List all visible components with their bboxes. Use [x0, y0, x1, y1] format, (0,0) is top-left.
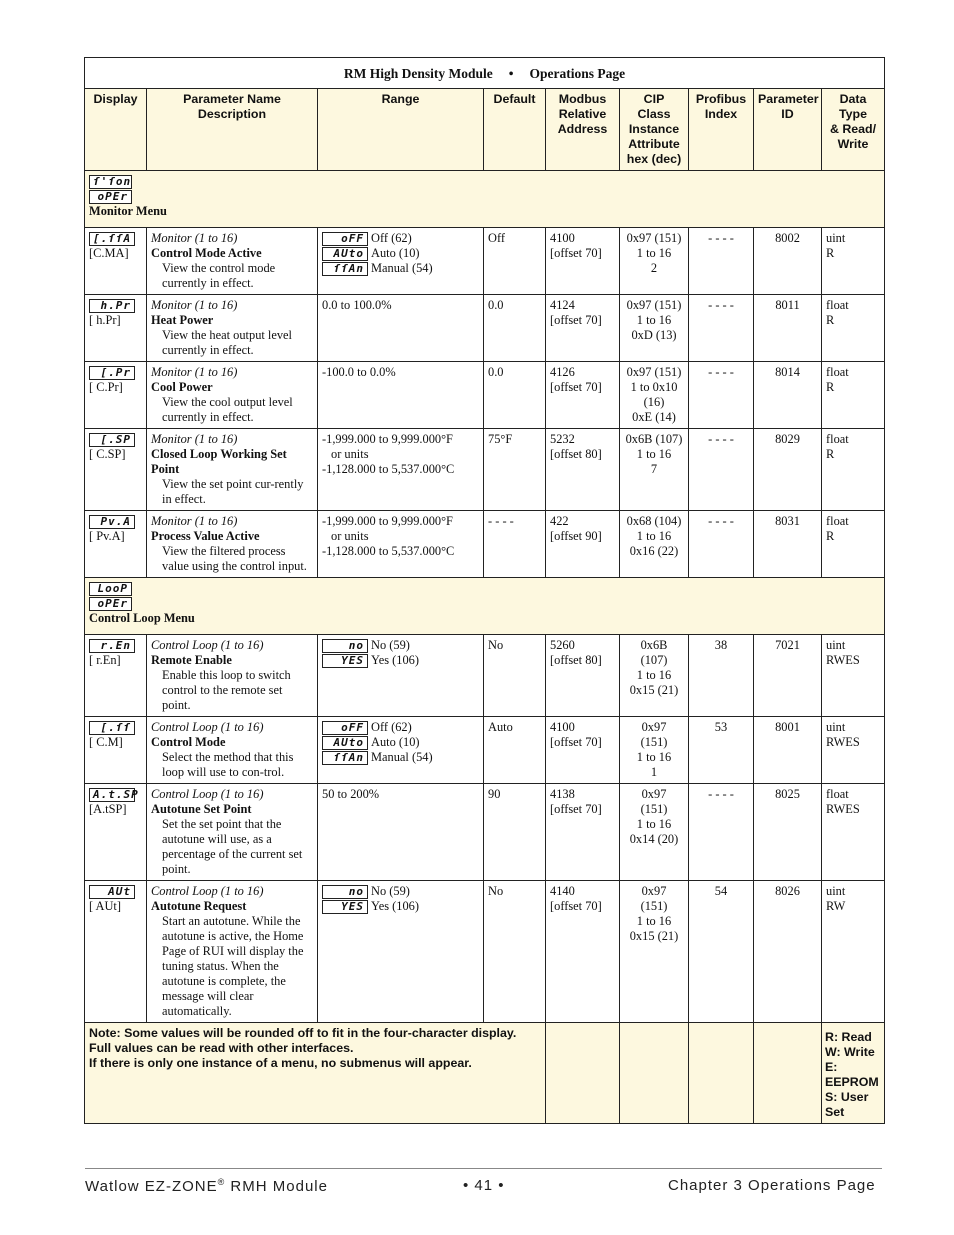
footer-left: Watlow EZ-ZONE® RMH Module	[85, 1177, 328, 1195]
data-type-cell: float R	[822, 362, 885, 429]
lcd-display: r.En	[89, 639, 135, 653]
cip-cell: 0x6B (107) 1 to 16 0x15 (21)	[620, 635, 689, 717]
cip-cell: 0x6B (107) 1 to 16 7	[620, 429, 689, 511]
col-modbus: Modbus Relative Address	[546, 89, 620, 171]
parameter-row	[85, 717, 885, 784]
parameter-description: Set the set point that the autotune will use, as a percentage of the current set point.	[162, 817, 303, 876]
data-type-cell: uint RW	[822, 881, 885, 1023]
col-default: Default	[484, 89, 546, 171]
display-code: [ r.En]	[89, 653, 121, 668]
cip-cell: 0x68 (104) 1 to 16 0x16 (22)	[620, 511, 689, 578]
range-option	[322, 246, 479, 261]
profibus-cell: - - - -	[689, 511, 754, 578]
range-cell	[318, 717, 484, 784]
menu-header-row	[85, 171, 885, 228]
parameter-cell	[147, 881, 318, 1023]
modbus-cell: 422 [offset 90]	[546, 511, 620, 578]
footer-rule	[85, 1168, 882, 1169]
lcd-display: [.ſſA	[89, 232, 135, 246]
menu-header	[85, 578, 885, 635]
parameter-row	[85, 295, 885, 362]
default-cell: Auto	[484, 717, 546, 784]
display-code: [ C.Pr]	[89, 380, 123, 395]
lcd-display: A.t.SP	[89, 788, 135, 802]
display-cell	[85, 429, 147, 511]
lcd-page-name: oPEr	[89, 597, 132, 611]
display-cell	[85, 362, 147, 429]
parameter-id-cell: 8031	[754, 511, 822, 578]
parameter-description: Select the method that this loop will use to con-trol.	[162, 750, 294, 779]
option-label: No (59)	[371, 638, 410, 652]
col-data-type: Data Type & Read/ Write	[822, 89, 885, 171]
parameter-category: Monitor (1 to 16)	[151, 365, 238, 379]
display-cell	[85, 881, 147, 1023]
parameter-category: Control Loop (1 to 16)	[151, 720, 264, 734]
parameter-name: Cool Power	[151, 380, 213, 394]
parameter-id-cell: 8026	[754, 881, 822, 1023]
cip-cell: 0x97 (151) 1 to 16 0x14 (20)	[620, 784, 689, 881]
page-name: Operations Page	[529, 65, 626, 81]
range-line-1: -1,999.000 to 9,999.000°F	[322, 514, 453, 528]
footnote-row	[85, 1023, 885, 1124]
display-code: [ Pv.A]	[89, 529, 125, 544]
lcd-option: AUto	[322, 736, 368, 750]
parameter-category: Control Loop (1 to 16)	[151, 787, 264, 801]
option-label: Yes (106)	[371, 899, 419, 914]
option-label: Off (62)	[371, 231, 412, 245]
range-option	[322, 231, 479, 246]
lcd-display: h.Pr	[89, 299, 135, 313]
lcd-display: [.SP	[89, 433, 135, 447]
lcd-display: [.ſſ	[89, 721, 135, 735]
parameter-category: Monitor (1 to 16)	[151, 432, 238, 446]
modbus-cell: 4140 [offset 70]	[546, 881, 620, 1023]
parameter-cell	[147, 228, 318, 295]
lcd-option: oFF	[322, 721, 368, 735]
parameter-cell	[147, 429, 318, 511]
footnote-text	[85, 1023, 546, 1124]
range-line-2: or units	[331, 447, 369, 461]
footer-page-number: • 41 •	[463, 1177, 505, 1194]
display-cell	[85, 228, 147, 295]
menu-title: Monitor Menu	[89, 204, 167, 219]
parameter-row	[85, 881, 885, 1023]
range-text: 0.0 to 100.0%	[322, 298, 392, 312]
range-cell	[318, 784, 484, 881]
parameter-cell	[147, 295, 318, 362]
parameter-row	[85, 228, 885, 295]
lcd-page-name: oPEr	[89, 190, 132, 204]
lcd-option: ſſAn	[322, 262, 368, 276]
column-header-row	[85, 89, 885, 171]
range-cell	[318, 635, 484, 717]
cip-cell: 0x97 (151) 1 to 16 0x15 (21)	[620, 881, 689, 1023]
parameter-id-cell: 8014	[754, 362, 822, 429]
modbus-cell: 5232 [offset 80]	[546, 429, 620, 511]
profibus-cell: 53	[689, 717, 754, 784]
profibus-cell: - - - -	[689, 295, 754, 362]
title-bullet: •	[508, 65, 514, 81]
default-cell: No	[484, 881, 546, 1023]
parameter-category: Control Loop (1 to 16)	[151, 638, 264, 652]
menu-title: Control Loop Menu	[89, 611, 195, 626]
range-option	[322, 720, 479, 735]
lcd-option: no	[322, 639, 368, 653]
range-cell	[318, 228, 484, 295]
parameter-name: Heat Power	[151, 313, 214, 327]
parameter-cell	[147, 362, 318, 429]
parameter-row	[85, 784, 885, 881]
table-title	[85, 58, 885, 89]
menu-header-row	[85, 578, 885, 635]
lcd-option: ſſAn	[322, 751, 368, 765]
option-label: Auto (10)	[371, 246, 420, 261]
parameter-category: Control Loop (1 to 16)	[151, 884, 264, 898]
parameter-name: Control Mode	[151, 735, 226, 749]
profibus-cell: 54	[689, 881, 754, 1023]
cip-cell: 0x97 (151) 1 to 0x10 (16) 0xE (14)	[620, 362, 689, 429]
default-cell: No	[484, 635, 546, 717]
modbus-cell: 4100 [offset 70]	[546, 717, 620, 784]
display-code: [ AUt]	[89, 899, 122, 914]
lcd-menu-name: LooP	[89, 582, 132, 596]
footnote-line-2: If there is only one instance of a menu, no submenus will appear.	[89, 1056, 472, 1070]
col-range: Range	[318, 89, 484, 171]
default-cell: Off	[484, 228, 546, 295]
parameter-cell	[147, 717, 318, 784]
parameter-description: View the heat output level currently in effect.	[162, 328, 293, 357]
parameter-row	[85, 635, 885, 717]
parameter-category: Monitor (1 to 16)	[151, 298, 238, 312]
parameter-name: Autotune Set Point	[151, 802, 252, 816]
display-code: [ h.Pr]	[89, 313, 121, 328]
range-option	[322, 884, 479, 899]
option-label: Auto (10)	[371, 735, 420, 750]
parameter-cell	[147, 635, 318, 717]
range-line-3: -1,128.000 to 5,537.000°C	[322, 544, 455, 558]
profibus-cell: - - - -	[689, 228, 754, 295]
range-cell	[318, 429, 484, 511]
lcd-display: AUt	[89, 885, 135, 899]
lcd-menu-name: ſ'ſon	[89, 175, 132, 189]
range-option	[322, 735, 479, 750]
lcd-option: YES	[322, 654, 368, 668]
range-line-1: -1,999.000 to 9,999.000°F	[322, 432, 453, 446]
range-line-3: -1,128.000 to 5,537.000°C	[322, 462, 455, 476]
parameter-id-cell: 8002	[754, 228, 822, 295]
parameter-description: View the cool output level currently in effect.	[162, 395, 293, 424]
data-type-cell: uint RWES	[822, 635, 885, 717]
data-type-cell: uint R	[822, 228, 885, 295]
parameter-description: View the filtered process value using the control input.	[162, 544, 307, 573]
data-type-cell: uint RWES	[822, 717, 885, 784]
col-profibus: Profibus Index	[689, 89, 754, 171]
data-type-cell: float R	[822, 295, 885, 362]
parameter-name: Remote Enable	[151, 653, 232, 667]
footnote-line-1: Note: Some values will be rounded off to fit in the four-character display. Full values can be read with other interfaces.	[89, 1026, 517, 1055]
default-cell: 75°F	[484, 429, 546, 511]
cip-cell: 0x97 (151) 1 to 16 0xD (13)	[620, 295, 689, 362]
parameter-description: View the control mode currently in effect.	[162, 261, 276, 290]
profibus-cell: - - - -	[689, 429, 754, 511]
default-cell: 0.0	[484, 295, 546, 362]
data-type-cell: float R	[822, 511, 885, 578]
display-cell	[85, 295, 147, 362]
parameter-id-cell: 8029	[754, 429, 822, 511]
option-label: Yes (106)	[371, 653, 419, 668]
col-parameter: Parameter Name Description	[147, 89, 318, 171]
range-option	[322, 899, 479, 914]
parameter-name: Closed Loop Working Set Point	[151, 447, 287, 476]
default-cell: 0.0	[484, 362, 546, 429]
range-cell	[318, 511, 484, 578]
range-option	[322, 638, 479, 653]
range-option	[322, 261, 479, 276]
cip-cell: 0x97 (151) 1 to 16 2	[620, 228, 689, 295]
profibus-cell: - - - -	[689, 362, 754, 429]
lcd-display: [.Pr	[89, 366, 135, 380]
display-cell	[85, 784, 147, 881]
display-code: [ C.M]	[89, 735, 123, 750]
module-name: RM High Density Module	[343, 65, 493, 81]
lcd-option: oFF	[322, 232, 368, 246]
parameter-name: Process Value Active	[151, 529, 260, 543]
display-cell	[85, 635, 147, 717]
parameter-description: View the set point cur-rently in effect.	[162, 477, 304, 506]
parameter-cell	[147, 511, 318, 578]
parameter-id-cell: 8011	[754, 295, 822, 362]
display-code: [ C.SP]	[89, 447, 126, 462]
menu-header	[85, 171, 885, 228]
parameter-id-cell: 7021	[754, 635, 822, 717]
range-option	[322, 750, 479, 765]
modbus-cell: 4100 [offset 70]	[546, 228, 620, 295]
range-line-2: or units	[331, 529, 369, 543]
default-cell: - - - -	[484, 511, 546, 578]
parameter-cell	[147, 784, 318, 881]
lcd-option: AUto	[322, 247, 368, 261]
display-cell	[85, 511, 147, 578]
parameter-id-cell: 8001	[754, 717, 822, 784]
modbus-cell: 4124 [offset 70]	[546, 295, 620, 362]
profibus-cell: 38	[689, 635, 754, 717]
lcd-option: YES	[322, 900, 368, 914]
parameter-name: Autotune Request	[151, 899, 247, 913]
profibus-cell: - - - -	[689, 784, 754, 881]
range-text: -100.0 to 0.0%	[322, 365, 396, 379]
col-parameter-id: Parameter ID	[754, 89, 822, 171]
parameter-row	[85, 511, 885, 578]
data-type-cell: float R	[822, 429, 885, 511]
range-text: 50 to 200%	[322, 787, 380, 801]
display-code: [C.MA]	[89, 246, 129, 261]
display-cell	[85, 717, 147, 784]
parameter-name: Control Mode Active	[151, 246, 262, 260]
operations-parameter-table	[84, 57, 885, 1124]
option-label: Manual (54)	[371, 261, 433, 276]
parameter-category: Monitor (1 to 16)	[151, 514, 238, 528]
modbus-cell: 5260 [offset 80]	[546, 635, 620, 717]
modbus-cell: 4126 [offset 70]	[546, 362, 620, 429]
parameter-id-cell: 8025	[754, 784, 822, 881]
range-option	[322, 653, 479, 668]
option-label: Manual (54)	[371, 750, 433, 765]
parameter-row	[85, 429, 885, 511]
default-cell: 90	[484, 784, 546, 881]
parameter-description: Enable this loop to switch control to the remote set point.	[162, 668, 291, 712]
lcd-display: Pv.A	[89, 515, 135, 529]
data-type-cell: float RWES	[822, 784, 885, 881]
display-code: [A.tSP]	[89, 802, 127, 817]
modbus-cell: 4138 [offset 70]	[546, 784, 620, 881]
range-cell	[318, 881, 484, 1023]
lcd-option: no	[322, 885, 368, 899]
option-label: No (59)	[371, 884, 410, 898]
option-label: Off (62)	[371, 720, 412, 734]
parameter-description: Start an autotune. While the autotune is active, the Home Page of RUI will display the tuning status. When the autotune is complete, the message will clear automatically.	[162, 914, 304, 1018]
range-cell	[318, 295, 484, 362]
parameter-category: Monitor (1 to 16)	[151, 231, 238, 245]
col-display: Display	[85, 89, 147, 171]
footer-right: Chapter 3 Operations Page	[668, 1177, 876, 1194]
parameter-row	[85, 362, 885, 429]
col-cip: CIP Class Instance Attribute hex (dec)	[620, 89, 689, 171]
access-legend: R: Read W: Write E: EEPROM S: User Set	[822, 1023, 885, 1124]
cip-cell: 0x97 (151) 1 to 16 1	[620, 717, 689, 784]
range-cell	[318, 362, 484, 429]
